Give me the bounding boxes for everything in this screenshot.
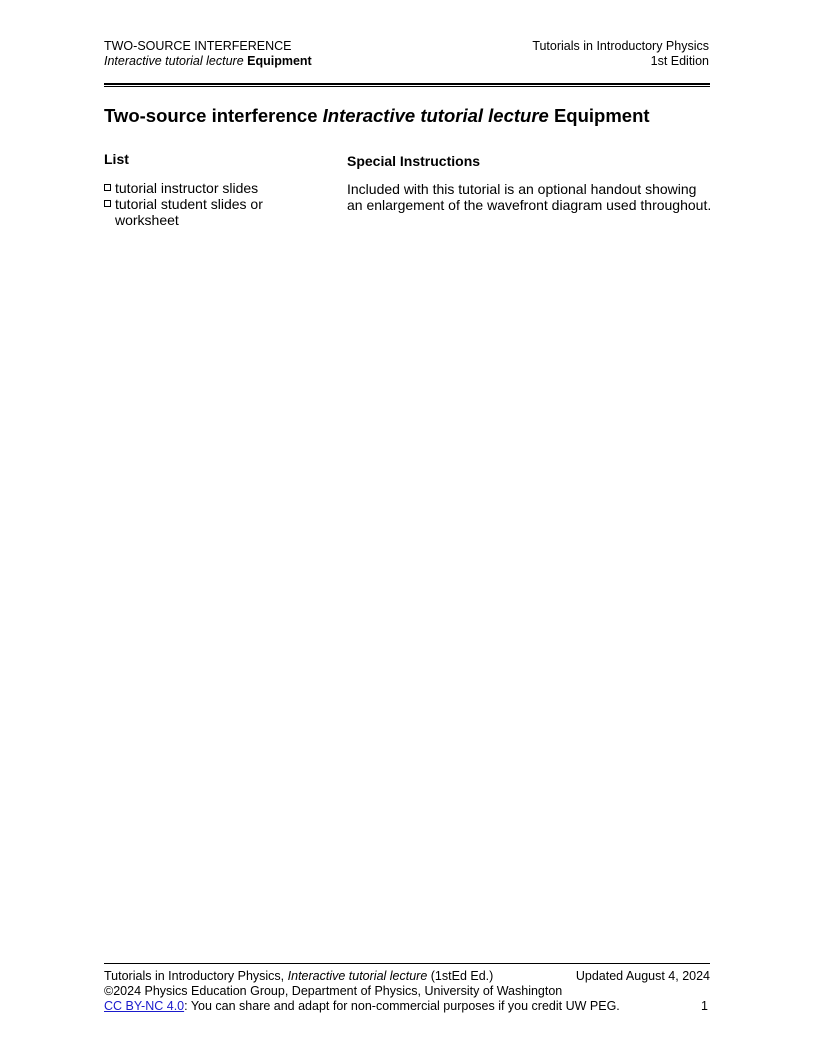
license-link[interactable]: CC BY-NC 4.0 xyxy=(104,999,185,1013)
header-subtitle-italic: Interactive tutorial lecture xyxy=(104,54,244,68)
special-instructions-body: Included with this tutorial is an optional handout showing an enlargement of the wavefront diagram used throughout. xyxy=(347,181,712,214)
list-item-label-continued: worksheet xyxy=(115,212,179,228)
footer-copyright: ©2024 Physics Education Group, Department of Physics, University of Washington xyxy=(104,984,563,998)
footer-line-3 xyxy=(104,999,710,1014)
list-item xyxy=(104,196,304,228)
page-title-part1: Two-source interference xyxy=(104,105,323,126)
page-title xyxy=(104,105,650,127)
header-subtitle-bold: Equipment xyxy=(247,54,312,68)
page-title-italic: Interactive tutorial lecture xyxy=(322,105,549,126)
header-book-title: Tutorials in Introductory Physics xyxy=(532,39,709,53)
checkbox-square-icon xyxy=(104,200,111,207)
list-heading: List xyxy=(104,151,129,167)
footer-line-2 xyxy=(104,984,710,999)
equipment-list xyxy=(104,180,304,228)
footer-edition: (1stEd Ed.) xyxy=(427,969,494,983)
page-number: 1 xyxy=(701,999,708,1013)
footer xyxy=(104,969,710,1014)
list-item-label: tutorial instructor slides xyxy=(115,180,259,196)
list-item xyxy=(104,180,304,196)
checkbox-square-icon xyxy=(104,184,111,191)
footer-rule xyxy=(104,963,710,964)
footer-book-title: Tutorials in Introductory Physics, xyxy=(104,969,288,983)
footer-line-1 xyxy=(104,969,710,984)
list-item-label: tutorial student slides or xyxy=(115,196,263,212)
header-rule-gap xyxy=(104,85,710,86)
footer-updated-date: Updated August 4, 2024 xyxy=(575,969,710,983)
header-edition: 1st Edition xyxy=(650,54,709,68)
header-subtitle xyxy=(104,54,312,69)
special-instructions-heading: Special Instructions xyxy=(347,153,481,169)
footer-italic-title: Interactive tutorial lecture xyxy=(287,969,428,983)
header-topic: TWO-SOURCE INTERFERENCE xyxy=(104,39,292,53)
header-left xyxy=(104,39,312,69)
header-right xyxy=(532,39,709,69)
license-text: : You can share and adapt for non-commercial purposes if you credit UW PEG. xyxy=(184,999,620,1013)
page-title-part3: Equipment xyxy=(548,105,650,126)
